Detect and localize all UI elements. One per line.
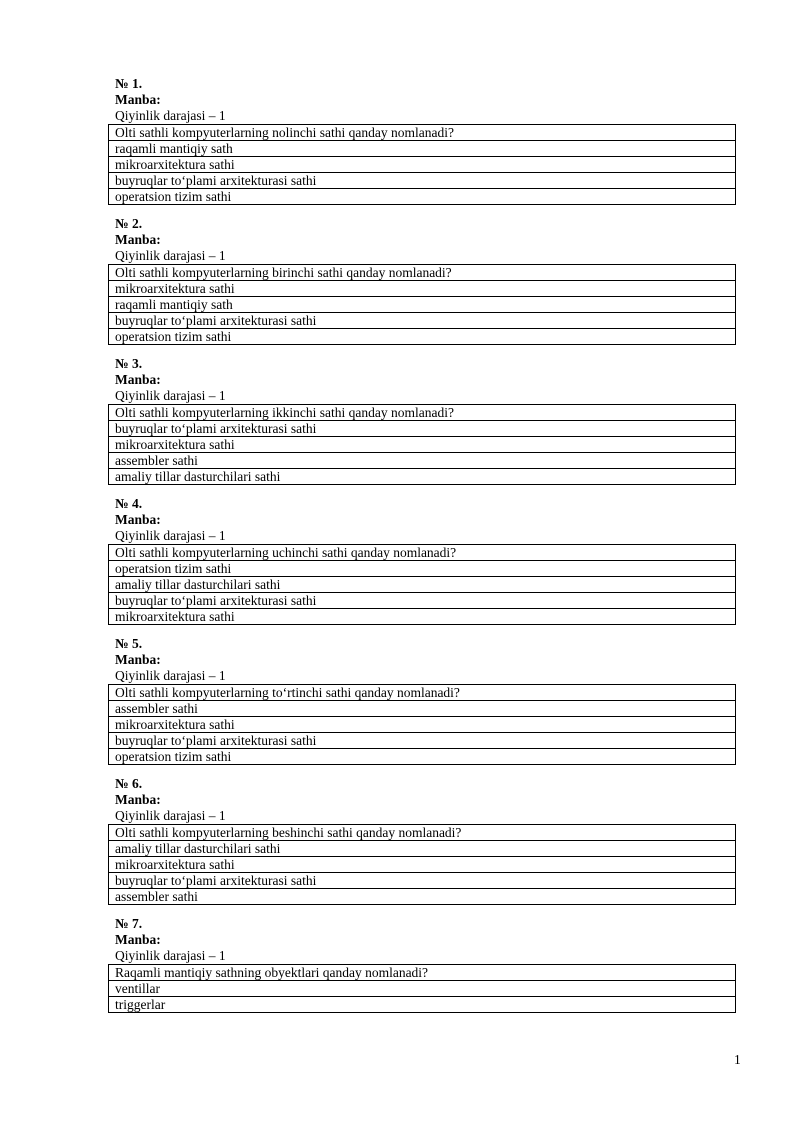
question-text: Olti sathli kompyuterlarning to‘rtinchi sathi qanday nomlanadi?	[109, 685, 736, 701]
answer-option: mikroarxitektura sathi	[109, 609, 736, 625]
question-block	[108, 776, 736, 905]
answer-option: mikroarxitektura sathi	[109, 717, 736, 733]
answer-option: raqamli mantiqiy sath	[109, 297, 736, 313]
answer-option: raqamli mantiqiy sath	[109, 141, 736, 157]
question-difficulty: Qiyinlik darajasi – 1	[115, 528, 226, 543]
answer-row	[109, 593, 736, 609]
question-number: № 5.	[115, 636, 143, 651]
question-table	[108, 964, 736, 1013]
answer-row	[109, 609, 736, 625]
answer-row	[109, 157, 736, 173]
question-source: Manba:	[115, 232, 161, 247]
question-text: Olti sathli kompyuterlarning beshinchi sathi qanday nomlanadi?	[109, 825, 736, 841]
question-difficulty: Qiyinlik darajasi – 1	[115, 948, 226, 963]
question-row	[109, 825, 736, 841]
answer-row	[109, 173, 736, 189]
answer-row	[109, 997, 736, 1013]
answer-option: triggerlar	[109, 997, 736, 1013]
question-number: № 4.	[115, 496, 143, 511]
answer-row	[109, 561, 736, 577]
question-source: Manba:	[115, 92, 161, 107]
question-row	[109, 265, 736, 281]
answer-row	[109, 453, 736, 469]
answer-option: operatsion tizim sathi	[109, 189, 736, 205]
answer-row	[109, 873, 736, 889]
answer-option: amaliy tillar dasturchilari sathi	[109, 469, 736, 485]
answer-option: assembler sathi	[109, 889, 736, 905]
answer-option: operatsion tizim sathi	[109, 561, 736, 577]
question-number: № 2.	[115, 216, 143, 231]
answer-option: amaliy tillar dasturchilari sathi	[109, 841, 736, 857]
answer-option: assembler sathi	[109, 701, 736, 717]
question-table	[108, 124, 736, 205]
question-row	[109, 685, 736, 701]
question-text: Raqamli mantiqiy sathning obyektlari qanday nomlanadi?	[109, 965, 736, 981]
question-block	[108, 76, 736, 205]
answer-row	[109, 733, 736, 749]
question-block	[108, 916, 736, 1013]
question-number: № 6.	[115, 776, 143, 791]
answer-option: buyruqlar to‘plami arxitekturasi sathi	[109, 873, 736, 889]
question-text: Olti sathli kompyuterlarning nolinchi sathi qanday nomlanadi?	[109, 125, 736, 141]
answer-option: buyruqlar to‘plami arxitekturasi sathi	[109, 173, 736, 189]
answer-row	[109, 889, 736, 905]
answer-option: buyruqlar to‘plami arxitekturasi sathi	[109, 313, 736, 329]
answer-row	[109, 717, 736, 733]
question-number: № 1.	[115, 76, 143, 91]
answer-option: mikroarxitektura sathi	[109, 437, 736, 453]
answer-option: assembler sathi	[109, 453, 736, 469]
question-block	[108, 636, 736, 765]
question-row	[109, 545, 736, 561]
answer-option: buyruqlar to‘plami arxitekturasi sathi	[109, 593, 736, 609]
answer-row	[109, 313, 736, 329]
question-source: Manba:	[115, 512, 161, 527]
document-page	[108, 76, 736, 1024]
question-text: Olti sathli kompyuterlarning uchinchi sathi qanday nomlanadi?	[109, 545, 736, 561]
question-difficulty: Qiyinlik darajasi – 1	[115, 668, 226, 683]
question-difficulty: Qiyinlik darajasi – 1	[115, 108, 226, 123]
answer-row	[109, 841, 736, 857]
answer-row	[109, 281, 736, 297]
question-row	[109, 125, 736, 141]
question-block	[108, 216, 736, 345]
question-difficulty: Qiyinlik darajasi – 1	[115, 388, 226, 403]
answer-row	[109, 749, 736, 765]
question-row	[109, 405, 736, 421]
answer-option: amaliy tillar dasturchilari sathi	[109, 577, 736, 593]
answer-option: buyruqlar to‘plami arxitekturasi sathi	[109, 421, 736, 437]
question-table	[108, 824, 736, 905]
question-source: Manba:	[115, 932, 161, 947]
question-block	[108, 496, 736, 625]
answer-row	[109, 981, 736, 997]
answer-option: ventillar	[109, 981, 736, 997]
answer-option: mikroarxitektura sathi	[109, 281, 736, 297]
answer-row	[109, 577, 736, 593]
answer-row	[109, 141, 736, 157]
answer-row	[109, 437, 736, 453]
question-text: Olti sathli kompyuterlarning ikkinchi sathi qanday nomlanadi?	[109, 405, 736, 421]
answer-option: mikroarxitektura sathi	[109, 157, 736, 173]
answer-option: buyruqlar to‘plami arxitekturasi sathi	[109, 733, 736, 749]
question-table	[108, 264, 736, 345]
page-number: 1	[734, 1052, 741, 1067]
question-table	[108, 404, 736, 485]
answer-option: mikroarxitektura sathi	[109, 857, 736, 873]
answer-row	[109, 329, 736, 345]
answer-option: operatsion tizim sathi	[109, 329, 736, 345]
question-text: Olti sathli kompyuterlarning birinchi sathi qanday nomlanadi?	[109, 265, 736, 281]
answer-row	[109, 469, 736, 485]
question-row	[109, 965, 736, 981]
question-source: Manba:	[115, 792, 161, 807]
question-source: Manba:	[115, 372, 161, 387]
question-number: № 7.	[115, 916, 143, 931]
question-block	[108, 356, 736, 485]
question-difficulty: Qiyinlik darajasi – 1	[115, 248, 226, 263]
answer-row	[109, 297, 736, 313]
answer-row	[109, 857, 736, 873]
question-table	[108, 684, 736, 765]
answer-row	[109, 189, 736, 205]
question-difficulty: Qiyinlik darajasi – 1	[115, 808, 226, 823]
answer-row	[109, 701, 736, 717]
question-source: Manba:	[115, 652, 161, 667]
answer-option: operatsion tizim sathi	[109, 749, 736, 765]
question-table	[108, 544, 736, 625]
question-number: № 3.	[115, 356, 143, 371]
answer-row	[109, 421, 736, 437]
